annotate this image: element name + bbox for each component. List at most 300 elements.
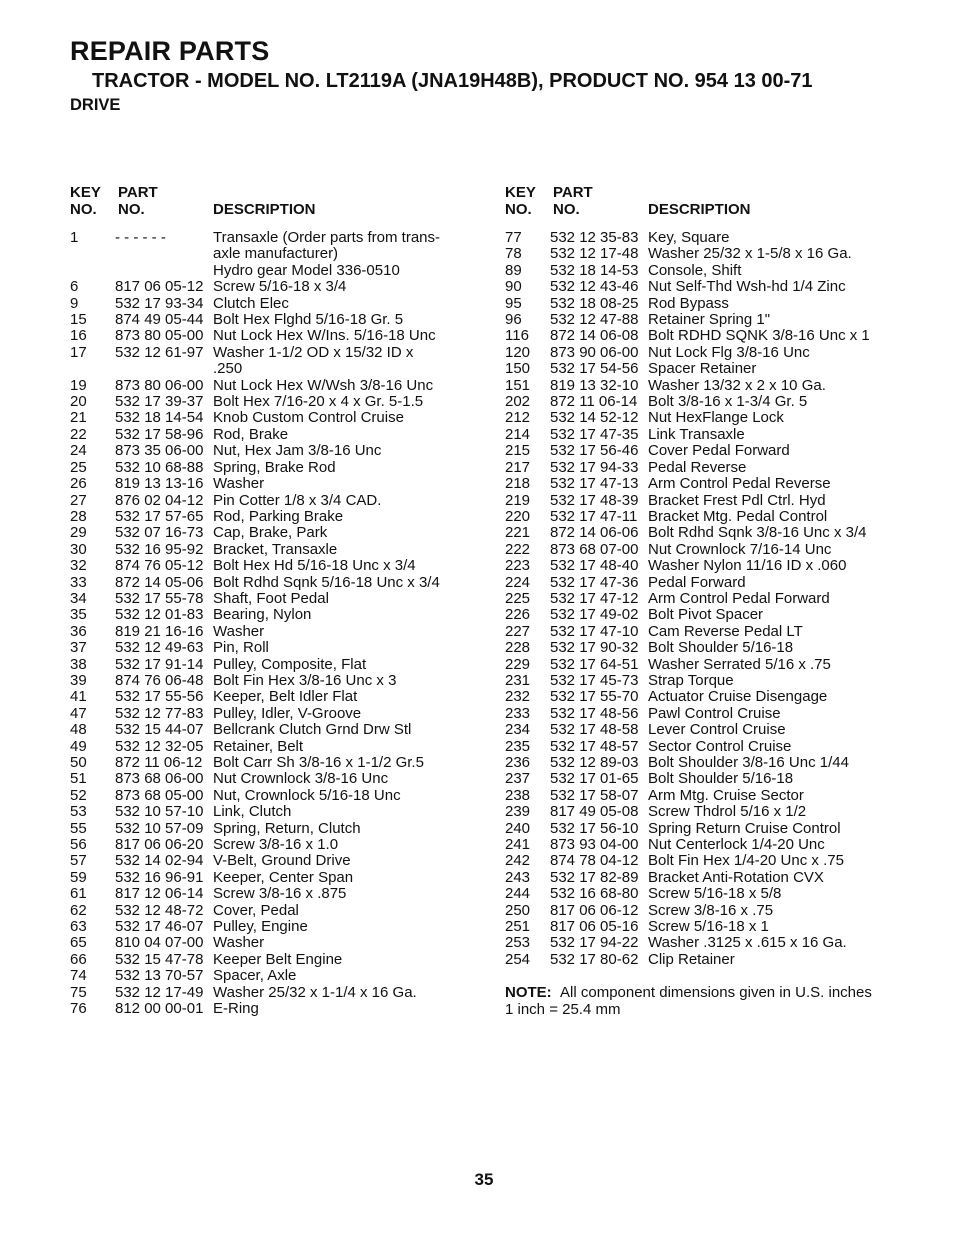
part-description: Cap, Brake, Park	[213, 524, 328, 542]
part-number: 532 12 17-48	[550, 245, 639, 263]
key-number: 51	[70, 770, 87, 788]
part-description: Screw 5/16-18 x 5/8	[648, 885, 782, 903]
key-number: 89	[505, 261, 522, 279]
key-number: 228	[505, 639, 531, 657]
table-row	[505, 771, 945, 787]
key-number: 22	[70, 425, 87, 443]
part-number: 532 17 47-35	[550, 425, 639, 443]
key-number: 254	[505, 950, 531, 968]
part-number: 532 17 58-07	[550, 786, 639, 804]
part-number: 532 17 64-51	[550, 655, 639, 673]
key-number: 151	[505, 376, 531, 394]
table-row	[70, 509, 490, 525]
part-description: Nut Lock Flg 3/8-16 Unc	[648, 343, 810, 361]
table-row	[70, 837, 490, 853]
table-row	[505, 935, 945, 951]
key-number: 50	[70, 754, 87, 771]
part-number: 532 18 14-53	[550, 261, 639, 279]
key-number: 223	[505, 557, 531, 575]
part-description: Cover, Pedal	[213, 901, 299, 919]
part-number: 532 17 94-33	[550, 458, 639, 476]
part-description: Keeper Belt Engine	[213, 950, 343, 968]
key-number: 21	[70, 409, 87, 427]
part-description: Spring Return Cruise Control	[648, 819, 841, 837]
table-row	[70, 410, 490, 426]
part-description: Bolt Fin Hex 1/4-20 Unc x .75	[648, 852, 844, 870]
table-row	[70, 378, 490, 394]
table-row	[505, 706, 945, 722]
table-row	[505, 903, 945, 919]
part-description: Link, Clutch	[213, 803, 292, 821]
part-description: Spacer, Axle	[213, 967, 297, 985]
part-description: Nut Lock Hex W/Ins. 5/16-18 Unc	[213, 327, 436, 345]
table-row	[70, 788, 490, 804]
part-description: Bracket Frest Pdl Ctrl. Hyd	[648, 491, 826, 509]
key-number: 214	[505, 425, 531, 443]
key-number: 48	[70, 721, 87, 739]
part-description: Washer 25/32 x 1-5/8 x 16 Ga.	[648, 245, 852, 263]
part-number: 872 14 06-06	[550, 524, 639, 542]
table-row	[70, 739, 490, 755]
part-number: 532 13 70-57	[115, 967, 204, 985]
part-description: Pedal Reverse	[648, 458, 747, 476]
part-description: Bolt Shoulder 5/16-18	[648, 770, 794, 788]
part-number: 872 11 06-12	[115, 754, 203, 771]
part-description: Washer 25/32 x 1-1/4 x 16 Ga.	[213, 983, 417, 1001]
part-description: Nut Self-Thd Wsh-hd 1/4 Zinc	[648, 278, 846, 296]
key-number: 251	[505, 918, 531, 936]
part-description: Nut HexFlange Lock	[648, 409, 784, 427]
key-number: 52	[70, 786, 87, 804]
part-number: 872 11 06-14	[550, 393, 638, 411]
part-description: Bracket, Transaxle	[213, 540, 338, 558]
part-number: 532 15 47-78	[115, 950, 204, 968]
part-number: 819 21 16-16	[115, 622, 204, 640]
part-number: 874 76 06-48	[115, 671, 204, 689]
part-description: Nut Crownlock 7/16-14 Unc	[648, 540, 832, 558]
part-number: 532 12 32-05	[115, 737, 204, 755]
part-description: Screw 3/8-16 x 1.0	[213, 836, 339, 854]
key-number: 240	[505, 819, 531, 837]
part-description: Clutch Elec	[213, 294, 289, 312]
part-description: Retainer Spring 1"	[648, 311, 771, 329]
key-number: 25	[70, 458, 87, 476]
part-description: Rod, Brake	[213, 425, 289, 443]
part-number: 532 16 68-80	[550, 885, 639, 903]
part-description: Pulley, Composite, Flat	[213, 655, 367, 673]
part-number: 532 17 56-10	[550, 819, 639, 837]
part-number: 532 12 48-72	[115, 901, 204, 919]
part-number: 873 80 05-00	[115, 327, 204, 345]
part-description: Nut Crownlock 3/8-16 Unc	[213, 770, 389, 788]
table-row	[505, 312, 945, 328]
part-description: Rod Bypass	[648, 294, 729, 312]
key-number: 29	[70, 524, 87, 542]
description-header: DESCRIPTION	[648, 201, 751, 218]
key-number: 6	[70, 278, 79, 296]
table-row	[70, 575, 490, 591]
part-number: 532 17 45-73	[550, 671, 639, 689]
table-row	[70, 460, 490, 476]
part-description: Nut, Crownlock 5/16-18 Unc	[213, 786, 401, 804]
table-row	[70, 935, 490, 951]
table-row	[505, 296, 945, 312]
part-description: Bolt Pivot Spacer	[648, 606, 764, 624]
key-number: 57	[70, 852, 87, 870]
table-row	[70, 706, 490, 722]
part-description: Bolt Shoulder 5/16-18	[648, 639, 794, 657]
description-header: DESCRIPTION	[213, 201, 316, 218]
key-number: 28	[70, 507, 87, 525]
part-number: 532 12 35-83	[550, 229, 639, 246]
part-description: Lever Control Cruise	[648, 721, 786, 739]
key-number: 95	[505, 294, 522, 312]
key-number: 116	[505, 327, 529, 345]
key-number: 222	[505, 540, 531, 558]
key-number: 242	[505, 852, 531, 870]
part-number: 532 12 77-83	[115, 704, 204, 722]
part-description: Washer 1-1/2 OD x 15/32 ID x .250	[213, 343, 414, 378]
key-number: 32	[70, 557, 87, 575]
part-description: Actuator Cruise Disengage	[648, 688, 828, 706]
table-row	[505, 624, 945, 640]
part-number: 532 17 54-56	[550, 360, 639, 378]
parts-column-left	[70, 184, 490, 1018]
part-number: 819 13 32-10	[550, 376, 639, 394]
table-row	[505, 230, 945, 246]
part-number: 532 12 89-03	[550, 754, 639, 771]
table-row	[505, 886, 945, 902]
part-number: 532 17 57-65	[115, 507, 204, 525]
part-description: Bolt Fin Hex 3/8-16 Unc x 3	[213, 671, 397, 689]
part-number: 532 16 95-92	[115, 540, 204, 558]
key-number: 237	[505, 770, 531, 788]
section-heading: DRIVE	[70, 96, 121, 114]
part-number: 532 15 44-07	[115, 721, 204, 739]
part-description: Keeper, Center Span	[213, 868, 354, 886]
table-row	[70, 443, 490, 459]
key-number: 41	[70, 688, 87, 706]
table-row	[70, 968, 490, 984]
part-number: 872 14 06-08	[550, 327, 639, 345]
table-row	[505, 263, 945, 279]
table-row	[70, 624, 490, 640]
table-row	[70, 771, 490, 787]
table-row	[70, 952, 490, 968]
table-row	[70, 821, 490, 837]
part-description: Transaxle (Order parts from trans- axle manufacturer) Hydro gear Model 336-0510	[213, 229, 440, 279]
table-row	[505, 345, 945, 361]
part-number: 817 06 05-12	[115, 278, 204, 296]
part-number: 532 17 56-46	[550, 442, 639, 460]
part-number: 873 80 06-00	[115, 376, 204, 394]
part-number: 817 06 05-16	[550, 918, 639, 936]
part-number: 532 17 46-07	[115, 918, 204, 936]
part-description: Bolt Hex Hd 5/16-18 Unc x 3/4	[213, 557, 416, 575]
table-row	[505, 328, 945, 344]
key-number: 61	[70, 885, 87, 903]
part-description: Arm Control Pedal Reverse	[648, 475, 831, 493]
part-description: Washer 13/32 x 2 x 10 Ga.	[648, 376, 826, 394]
table-row	[70, 542, 490, 558]
key-number: 77	[505, 229, 522, 246]
part-number: 532 17 80-62	[550, 950, 639, 968]
table-row	[505, 870, 945, 886]
part-description: Nut Lock Hex W/Wsh 3/8-16 Unc	[213, 376, 434, 394]
part-description: Bolt Rdhd Sqnk 3/8-16 Unc x 3/4	[648, 524, 867, 542]
part-number: 532 10 57-09	[115, 819, 204, 837]
part-number: 532 17 49-02	[550, 606, 639, 624]
table-row	[70, 870, 490, 886]
key-number: 62	[70, 901, 87, 919]
part-number: 532 17 58-96	[115, 425, 204, 443]
table-row	[505, 640, 945, 656]
table-row	[70, 673, 490, 689]
key-number: 36	[70, 622, 87, 640]
part-description: Rod, Parking Brake	[213, 507, 344, 525]
part-number: 817 49 05-08	[550, 803, 639, 821]
part-description: Link Transaxle	[648, 425, 745, 443]
key-number: 239	[505, 803, 531, 821]
part-description: E-Ring	[213, 1000, 259, 1018]
part-number: 532 17 55-78	[115, 589, 204, 607]
part-description: Key, Square	[648, 229, 730, 246]
table-row	[70, 886, 490, 902]
part-number: 532 17 47-11	[550, 507, 638, 525]
part-number: 532 12 43-46	[550, 278, 639, 296]
part-number: 532 17 94-22	[550, 934, 639, 952]
part-description: Shaft, Foot Pedal	[213, 589, 329, 607]
part-description: Washer .3125 x .615 x 16 Ga.	[648, 934, 847, 952]
part-description: Pin, Roll	[213, 639, 269, 657]
key-number: 215	[505, 442, 531, 460]
part-number: 532 17 82-89	[550, 868, 639, 886]
key-number: 27	[70, 491, 87, 509]
key-number: 49	[70, 737, 87, 755]
key-number: 47	[70, 704, 87, 722]
key-number: 34	[70, 589, 87, 607]
part-description: Bolt RDHD SQNK 3/8-16 Unc x 1	[648, 327, 870, 345]
note-label: NOTE:	[505, 984, 552, 1002]
key-number: 120	[505, 343, 531, 361]
part-number: 810 04 07-00	[115, 934, 204, 952]
table-row	[70, 853, 490, 869]
part-number: 532 17 47-36	[550, 573, 639, 591]
key-number: 250	[505, 901, 531, 919]
table-row	[505, 427, 945, 443]
table-row	[505, 673, 945, 689]
part-number: 532 17 39-37	[115, 393, 204, 411]
part-description: Bracket Mtg. Pedal Control	[648, 507, 828, 525]
key-number: 20	[70, 393, 87, 411]
part-number: 873 90 06-00	[550, 343, 639, 361]
part-description: Screw 3/8-16 x .75	[648, 901, 774, 919]
table-row	[505, 919, 945, 935]
part-no-header: PART NO.	[118, 184, 158, 218]
part-number: 532 17 55-56	[115, 688, 204, 706]
dimensions-note	[505, 985, 945, 1018]
part-number: 532 17 47-13	[550, 475, 639, 493]
table-row	[70, 804, 490, 820]
part-number: 819 13 13-16	[115, 475, 204, 493]
key-number: 26	[70, 475, 87, 493]
table-row	[505, 591, 945, 607]
part-description: Spring, Return, Clutch	[213, 819, 361, 837]
part-number: 876 02 04-12	[115, 491, 204, 509]
table-row	[70, 230, 490, 279]
table-row	[70, 755, 490, 771]
key-number: 24	[70, 442, 87, 460]
key-number: 226	[505, 606, 531, 624]
key-number: 229	[505, 655, 531, 673]
table-row	[70, 328, 490, 344]
part-description: Bolt 3/8-16 x 1-3/4 Gr. 5	[648, 393, 808, 411]
part-number: 874 76 05-12	[115, 557, 204, 575]
table-row	[505, 542, 945, 558]
table-row	[505, 722, 945, 738]
part-number: 532 12 49-63	[115, 639, 204, 657]
key-number: 9	[70, 294, 79, 312]
key-number: 53	[70, 803, 87, 821]
part-number: 532 17 48-58	[550, 721, 639, 739]
part-description: Pedal Forward	[648, 573, 746, 591]
table-row	[505, 821, 945, 837]
part-number: - - - - - -	[115, 229, 166, 246]
part-number: 812 00 00-01	[115, 1000, 204, 1018]
column-header	[505, 184, 945, 220]
part-description: Cover Pedal Forward	[648, 442, 790, 460]
table-row	[505, 689, 945, 705]
key-number: 235	[505, 737, 531, 755]
key-number: 17	[70, 343, 87, 361]
part-number: 532 12 61-97	[115, 343, 204, 361]
part-description: Clip Retainer	[648, 950, 735, 968]
part-description: Arm Mtg. Cruise Sector	[648, 786, 804, 804]
table-row	[505, 575, 945, 591]
key-number: 231	[505, 671, 531, 689]
key-number: 217	[505, 458, 531, 476]
part-number: 873 68 05-00	[115, 786, 204, 804]
part-number: 873 35 06-00	[115, 442, 204, 460]
table-row	[505, 410, 945, 426]
table-row	[505, 788, 945, 804]
table-row	[70, 657, 490, 673]
key-number: 219	[505, 491, 531, 509]
table-row	[70, 427, 490, 443]
key-number: 59	[70, 868, 87, 886]
column-header	[70, 184, 490, 220]
table-row	[70, 279, 490, 295]
part-number: 532 14 52-12	[550, 409, 639, 427]
key-number: 15	[70, 311, 87, 329]
table-row	[70, 312, 490, 328]
key-number: 234	[505, 721, 531, 739]
part-description: Bearing, Nylon	[213, 606, 312, 624]
table-row	[505, 853, 945, 869]
part-description: Nut, Hex Jam 3/8-16 Unc	[213, 442, 382, 460]
part-description: Console, Shift	[648, 261, 742, 279]
page-subtitle: TRACTOR - MODEL NO. LT2119A (JNA19H48B), PRODUCT NO. 954 13 00-71	[92, 70, 813, 92]
key-number: 33	[70, 573, 87, 591]
table-row	[70, 640, 490, 656]
key-number: 243	[505, 868, 531, 886]
table-row	[70, 525, 490, 541]
part-number: 532 17 48-39	[550, 491, 639, 509]
part-description: Cam Reverse Pedal LT	[648, 622, 803, 640]
key-number: 218	[505, 475, 531, 493]
part-number: 874 78 04-12	[550, 852, 639, 870]
table-row	[505, 361, 945, 377]
part-description: Keeper, Belt Idler Flat	[213, 688, 358, 706]
part-description: Bolt Shoulder 3/8-16 Unc 1/44	[648, 754, 849, 771]
parts-list-left	[70, 230, 490, 1018]
parts-list-right	[505, 230, 945, 968]
table-row	[70, 345, 490, 378]
table-row	[70, 493, 490, 509]
part-number: 817 06 06-12	[550, 901, 639, 919]
key-number: 227	[505, 622, 531, 640]
note-conversion: 1 inch = 25.4 mm	[505, 1000, 621, 1018]
part-number: 532 18 14-54	[115, 409, 204, 427]
part-description: Retainer, Belt	[213, 737, 304, 755]
key-number: 75	[70, 983, 87, 1001]
part-number: 817 06 06-20	[115, 836, 204, 854]
table-row	[70, 591, 490, 607]
table-row	[70, 985, 490, 1001]
key-number: 253	[505, 934, 531, 952]
table-row	[70, 476, 490, 492]
key-number: 241	[505, 836, 531, 854]
table-row	[70, 1001, 490, 1017]
part-description: Nut Centerlock 1/4-20 Unc	[648, 836, 825, 854]
part-number: 874 49 05-44	[115, 311, 204, 329]
part-number: 532 07 16-73	[115, 524, 204, 542]
table-row	[505, 558, 945, 574]
key-number: 90	[505, 278, 522, 296]
part-description: Washer Serrated 5/16 x .75	[648, 655, 831, 673]
part-description: Bracket Anti-Rotation CVX	[648, 868, 824, 886]
part-description: Screw 5/16-18 x 1	[648, 918, 769, 936]
key-number: 221	[505, 524, 531, 542]
key-number: 238	[505, 786, 531, 804]
table-row	[70, 607, 490, 623]
table-row	[505, 804, 945, 820]
part-number: 532 17 48-40	[550, 557, 639, 575]
key-number: 65	[70, 934, 87, 952]
table-row	[70, 903, 490, 919]
key-number: 39	[70, 671, 87, 689]
part-description: Washer	[213, 622, 265, 640]
table-row	[505, 279, 945, 295]
table-row	[505, 443, 945, 459]
key-no-header: KEY NO.	[70, 184, 101, 218]
key-no-header: KEY NO.	[505, 184, 536, 218]
key-number: 16	[70, 327, 87, 345]
key-number: 37	[70, 639, 87, 657]
key-number: 233	[505, 704, 531, 722]
part-number: 532 17 47-12	[550, 589, 639, 607]
key-number: 66	[70, 950, 87, 968]
part-description: Bolt Hex 7/16-20 x 4 x Gr. 5-1.5	[213, 393, 424, 411]
table-row	[70, 689, 490, 705]
key-number: 202	[505, 393, 531, 411]
key-number: 55	[70, 819, 87, 837]
part-number: 532 17 90-32	[550, 639, 639, 657]
part-description: Washer	[213, 934, 265, 952]
table-row	[505, 378, 945, 394]
table-row	[505, 837, 945, 853]
part-number: 532 17 48-57	[550, 737, 639, 755]
